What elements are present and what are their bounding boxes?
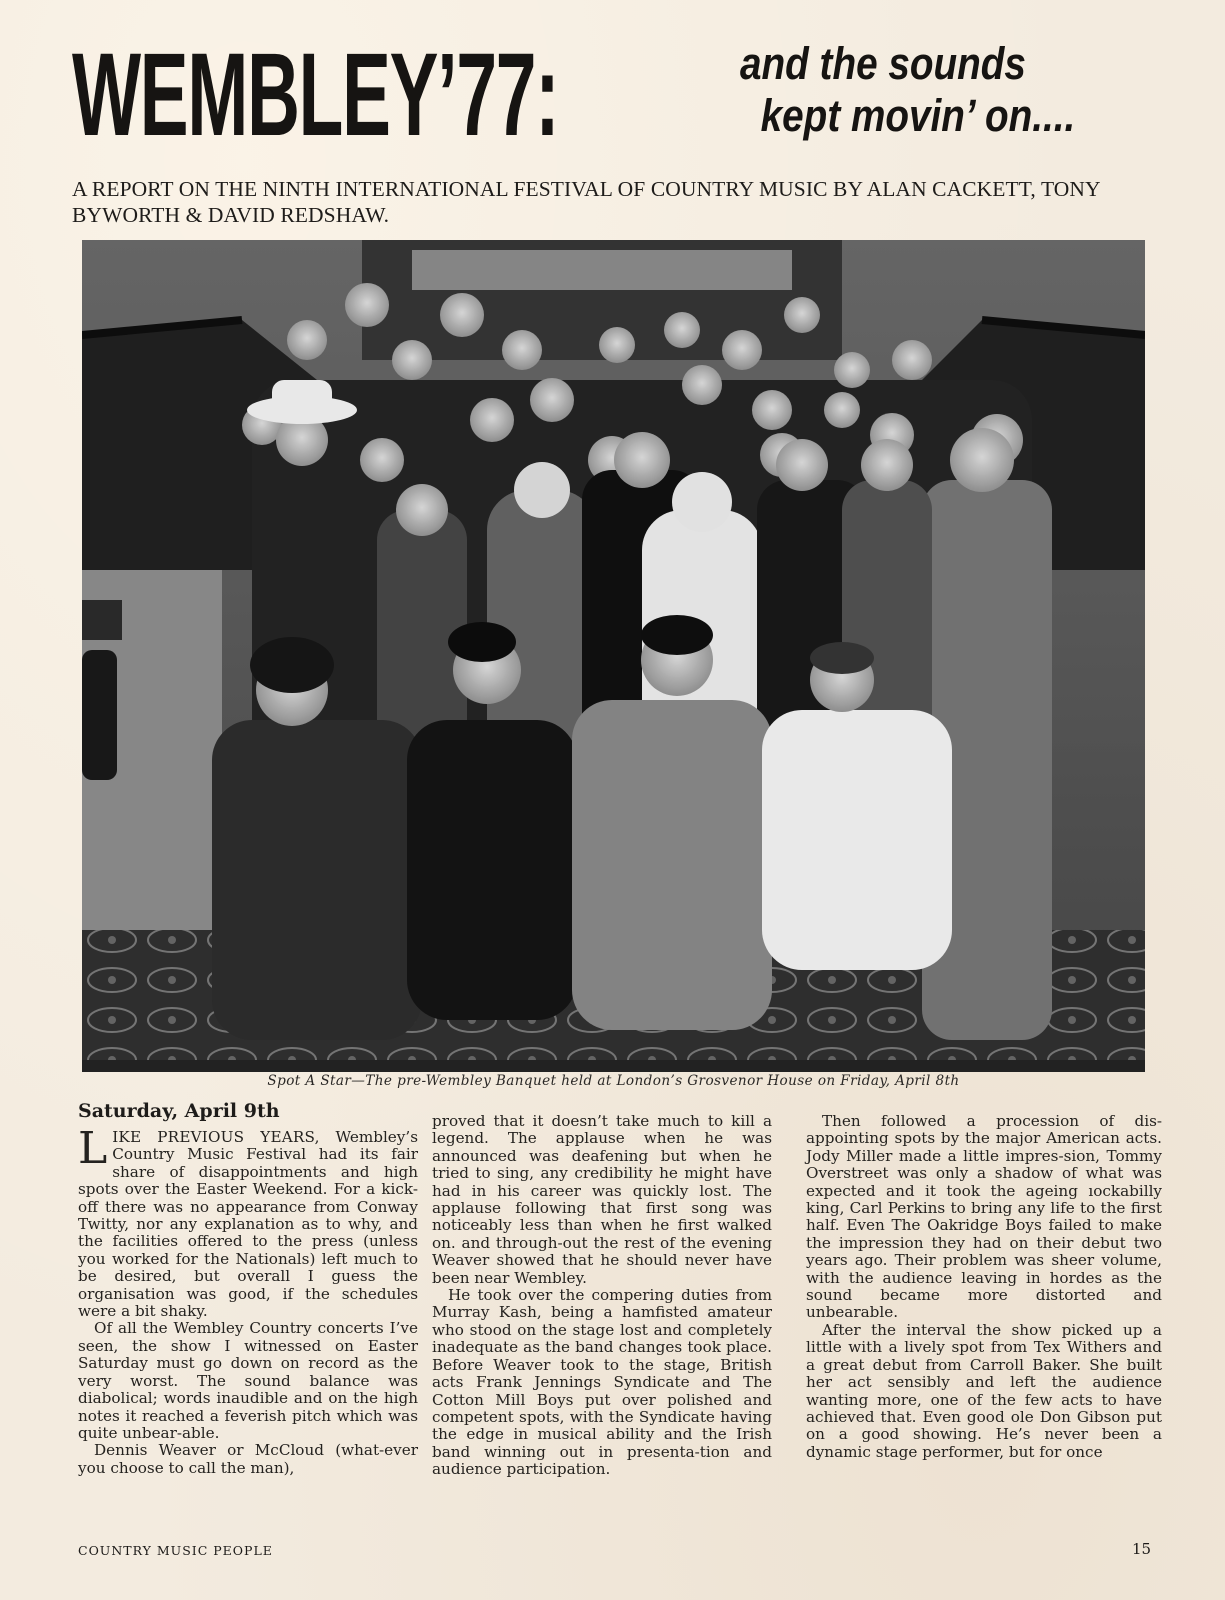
- section-title: Saturday, April 9th: [78, 1100, 280, 1122]
- byline: A REPORT ON THE NINTH INTERNATIONAL FESTIVAL OF COUNTRY MUSIC BY ALAN CACKETT, TONY BYWORTH & DAVID REDSHAW.: [72, 177, 1100, 227]
- lead-in: IKE PREVIOUS YEARS,: [112, 1128, 320, 1146]
- headline-main: WEMBLEY’77:: [72, 29, 559, 161]
- article-paragraph: proved that it doesn’t take much to kill a legend. The applause when he was announced was deafening but when he tried to sing, any credibility he might have had in his career was quickly lost. The applause following that first song was noticeably less than when he first walked on. and through-out the rest of the evening Weaver showed that he should never have been near Wembley.: [432, 1112, 772, 1287]
- headline: [72, 30, 1162, 160]
- article-column-2: [432, 1113, 772, 1479]
- photo-caption: Spot A Star—The pre-Wembley Banquet held at London’s Grosvenor House on Friday, April 8th: [267, 1073, 960, 1089]
- publication-name: COUNTRY MUSIC PEOPLE: [78, 1543, 273, 1558]
- article-paragraph: Dennis Weaver or McCloud (what-ever you choose to call the man),: [78, 1441, 418, 1477]
- article-column-3: [806, 1113, 1162, 1461]
- article-paragraph: He took over the compering duties from Murray Kash, being a hamfisted amateur who stood on the stage lost and completely inadequate as the band changes took place. Before Weaver took to the stage, British acts Frank Jennings Syndicate and The Cotton Mill Boys put over polished and competent spots, with the Syndicate having the edge in musical ability and the Irish band winning out in presenta-tion and audience participation.: [432, 1286, 772, 1479]
- dropcap: L: [78, 1123, 108, 1174]
- article-column-1: [78, 1100, 418, 1477]
- article-paragraph: Then followed a procession of dis-appointing spots by the major American acts. Jody Miller made a little impres-sion, Tommy Overstreet was only a shadow of what was expected and it took the ageing ıockabilly king, Carl Perkins to bring any life to the first half. Even The Oakridge Boys failed to make the impression they had on their debut two years ago. Their problem was sheer volume, with the audience leaving in hordes as the sound became more distorted and unbearable.: [806, 1112, 1162, 1322]
- headline-subtitle-line2: kept movin’ on....: [760, 90, 1076, 141]
- page-number: 15: [1132, 1540, 1152, 1558]
- article-paragraph: Of all the Wembley Country concerts I’ve seen, the show I witnessed on Easter Saturday must go down on record as the very worst. The sound balance was diabolical; words inaudible and on the high notes it reached a feverish pitch which was quite unbear-able.: [78, 1319, 418, 1442]
- headline-subtitle: [740, 38, 1075, 142]
- article-paragraph: [78, 1123, 418, 1321]
- headline-subtitle-line1: and the sounds: [740, 38, 1026, 89]
- group-photo: [82, 240, 1145, 1072]
- paragraph-text: Wembley’s Country Music Festival had its fair share of disappointments and high spots over the Easter Weekend. For a kick-off there was no appearance from Conway Twitty, nor any explanation as to why, and the facilities offered to the press (unless you worked for the Nationals) left much to be desired, but overall I guess the organisation was good, if the schedules were a bit shaky.: [78, 1128, 418, 1321]
- group-photo-illustration: [82, 240, 1145, 1072]
- article-paragraph: After the interval the show picked up a little with a lively spot from Tex Withers and a great debut from Carroll Baker. She built her act sensibly and left the audience wanting more, one of the few acts to have achieved that. Even good ole Don Gibson put on a good showing. He’s never been a dynamic stage performer, but for once: [806, 1320, 1162, 1461]
